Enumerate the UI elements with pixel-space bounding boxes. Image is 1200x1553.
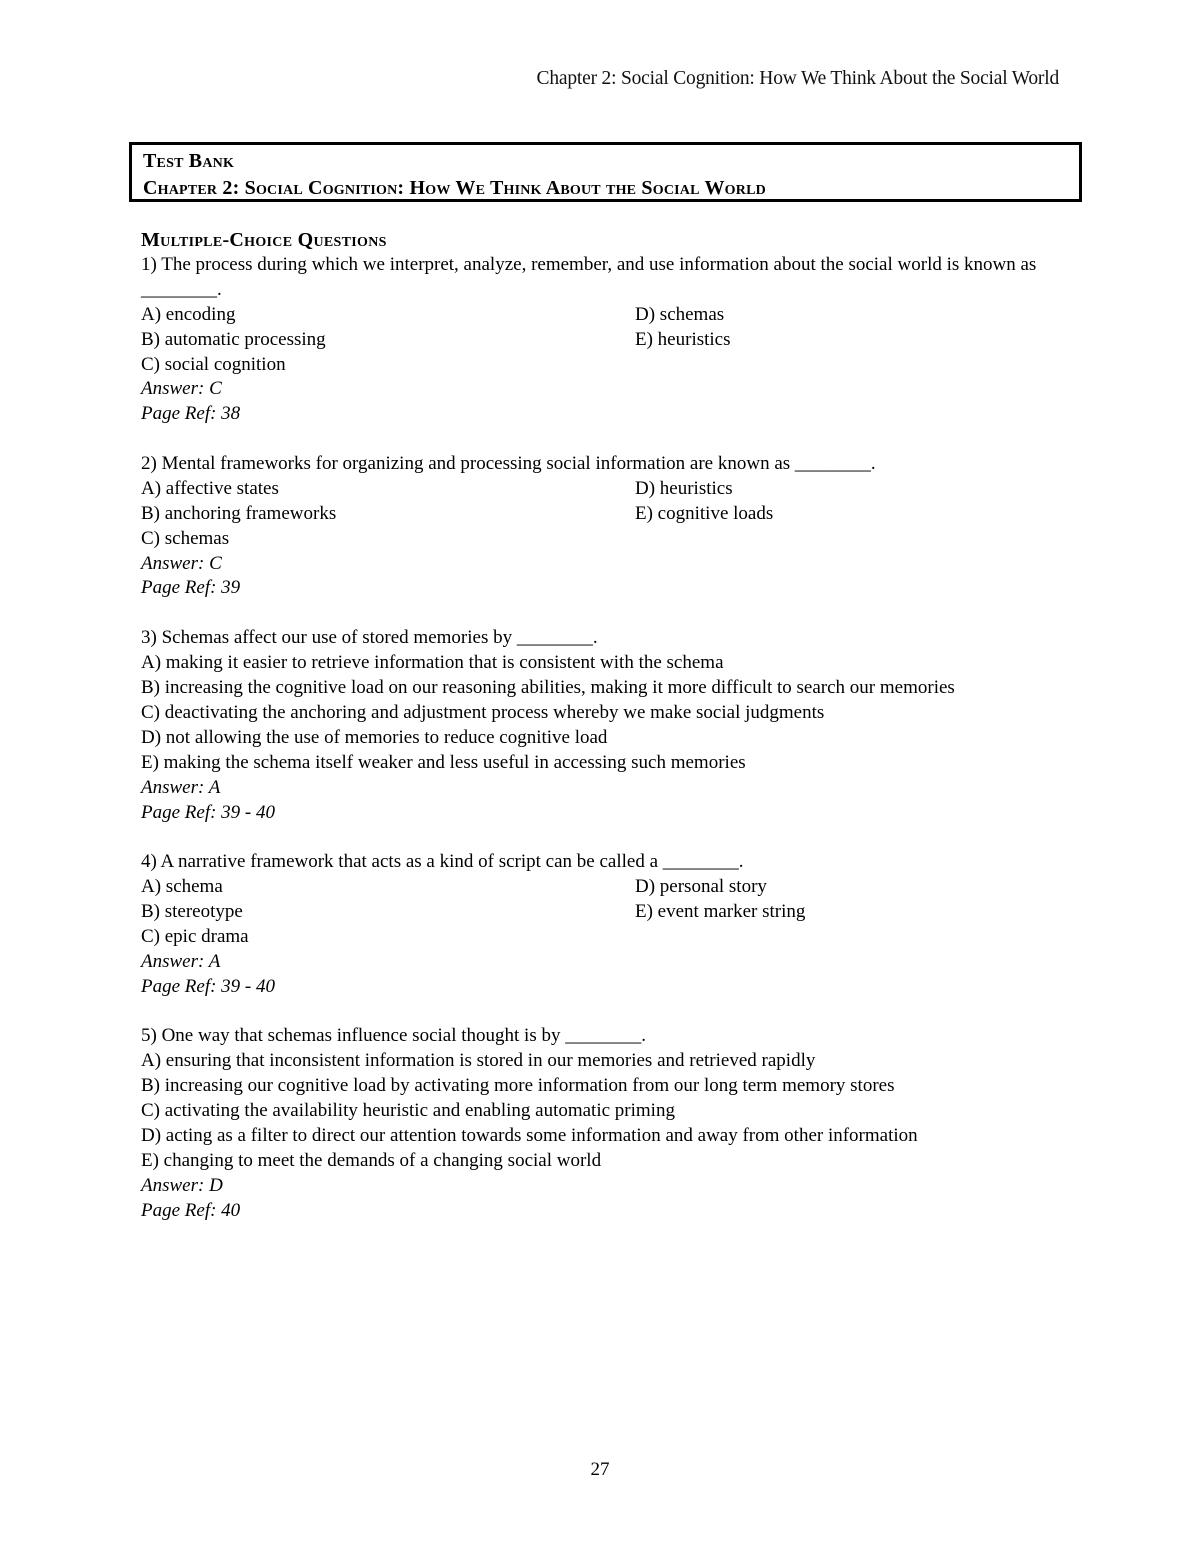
answer: Answer: A (141, 950, 221, 972)
option-a: A) encoding (141, 303, 236, 325)
option-e: E) event marker string (635, 901, 806, 923)
question-stem: 3) Schemas affect our use of stored memories by ________. (141, 627, 598, 649)
page-ref: Page Ref: 40 (141, 1199, 241, 1221)
option-e: E) heuristics (635, 328, 731, 350)
option-e: E) changing to meet the demands of a changing social world (141, 1149, 602, 1171)
options-list (141, 875, 1071, 950)
option-d: D) schemas (635, 303, 725, 325)
title-line-chapter: Chapter 2: Social Cognition: How We Think About the Social World (143, 177, 766, 199)
option-a: A) affective states (141, 477, 279, 499)
question-stem: 1) The process during which we interpret, analyze, remember, and use information about the social world is known as ________. (141, 253, 1037, 300)
question-5 (141, 1024, 1071, 1223)
question-1 (141, 253, 1071, 427)
option-a: A) making it easier to retrieve information that is consistent with the schema (141, 652, 724, 674)
option-e: E) cognitive loads (635, 502, 774, 524)
answer: Answer: D (141, 1174, 223, 1196)
option-c: C) social cognition (141, 353, 286, 375)
option-b: B) stereotype (141, 901, 243, 923)
option-b: B) increasing the cognitive load on our reasoning abilities, making it more difficult to search our memories (141, 677, 955, 698)
option-e: E) making the schema itself weaker and less useful in accessing such memories (141, 751, 746, 773)
title-box (129, 142, 1082, 202)
answer: Answer: C (141, 552, 222, 574)
question-2 (141, 452, 1071, 601)
question-stem: 5) One way that schemas influence social thought is by ________. (141, 1025, 646, 1047)
running-header: Chapter 2: Social Cognition: How We Think About the Social World (536, 68, 1059, 89)
option-a: A) schema (141, 876, 223, 898)
option-d: D) personal story (635, 876, 767, 898)
question-stem: 2) Mental frameworks for organizing and processing social information are known as ________. (141, 453, 876, 474)
option-d: D) acting as a filter to direct our attention towards some information and away from other information (141, 1125, 918, 1147)
options-list (141, 1049, 1071, 1174)
option-b: B) anchoring frameworks (141, 502, 337, 524)
options-list (141, 651, 1071, 776)
answer: Answer: C (141, 378, 222, 400)
question-stem: 4) A narrative framework that acts as a kind of script can be called a ________. (141, 851, 744, 873)
title-line-test-bank: Test Bank (143, 150, 235, 172)
questions-section (141, 228, 1071, 1224)
option-a: A) ensuring that inconsistent information is stored in our memories and retrieved rapidly (141, 1050, 816, 1072)
page-ref: Page Ref: 38 (141, 403, 241, 425)
option-c: C) activating the availability heuristic and enabling automatic priming (141, 1100, 675, 1122)
section-heading: Multiple-Choice Questions (141, 229, 387, 251)
page-ref: Page Ref: 39 - 40 (141, 801, 276, 823)
option-b: B) automatic processing (141, 328, 326, 350)
option-c: C) schemas (141, 527, 230, 549)
page-ref: Page Ref: 39 (141, 577, 241, 599)
question-4 (141, 850, 1071, 999)
options-list (141, 477, 1071, 552)
option-c: C) deactivating the anchoring and adjustment process whereby we make social judgments (141, 701, 825, 723)
option-d: D) heuristics (635, 477, 733, 499)
option-c: C) epic drama (141, 925, 249, 947)
page-number: 27 (590, 1459, 610, 1480)
option-b: B) increasing our cognitive load by activating more information from our long term memory stores (141, 1075, 895, 1097)
answer: Answer: A (141, 776, 221, 798)
page-ref: Page Ref: 39 - 40 (141, 975, 276, 997)
options-list (141, 303, 1071, 378)
option-d: D) not allowing the use of memories to reduce cognitive load (141, 726, 608, 748)
question-3 (141, 626, 1071, 825)
